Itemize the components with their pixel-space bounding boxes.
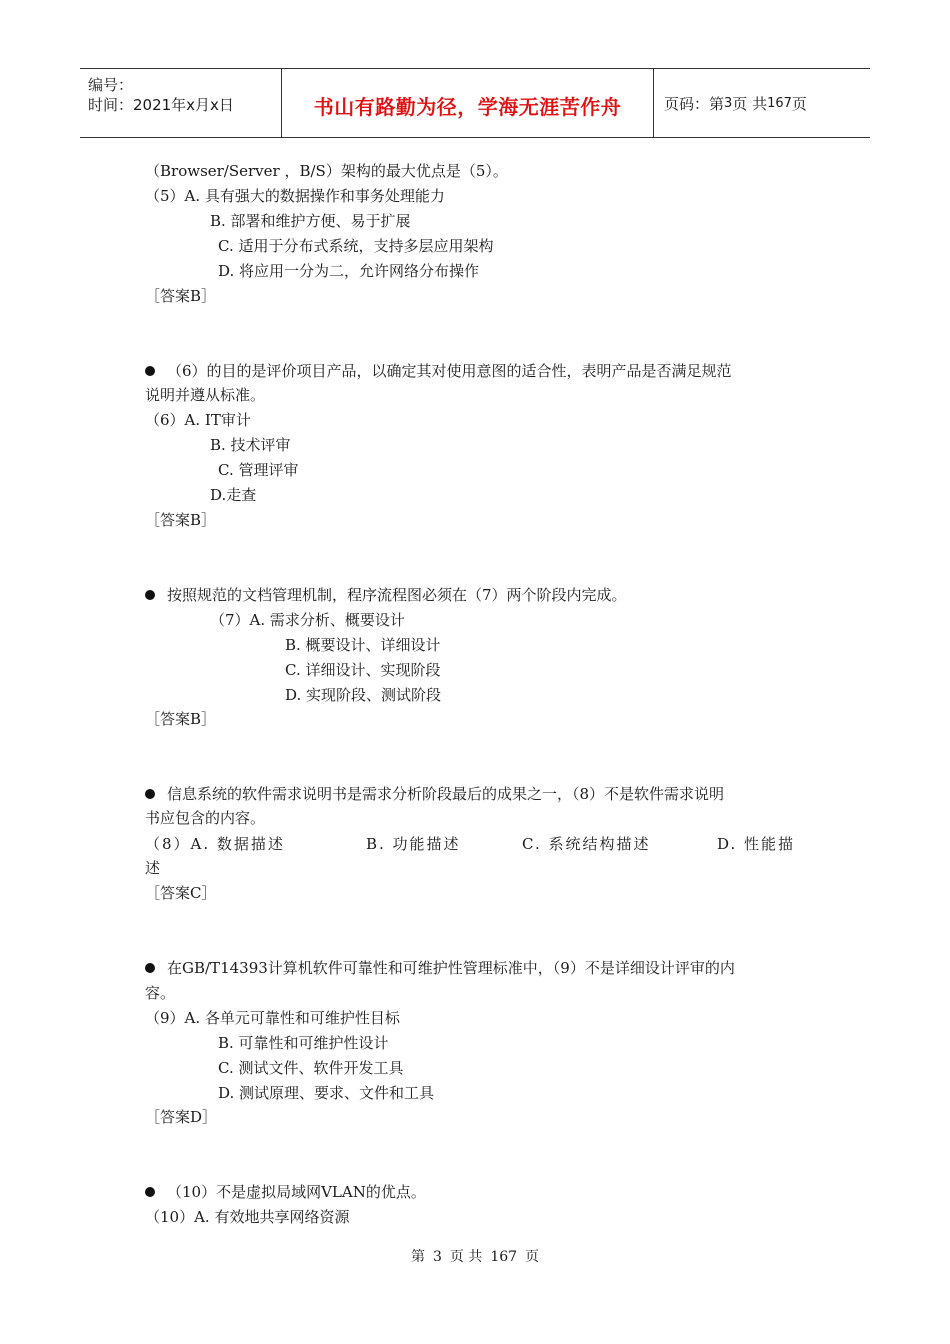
header-page-cell (654, 69, 870, 137)
header-page-prefix: 页码：第 (664, 94, 725, 113)
question-10-stem: （10）不是虚拟局域网VLAN的优点。 (145, 1182, 426, 1202)
footer-current: 3 (432, 1249, 442, 1265)
footer-suffix: 页 (525, 1249, 540, 1265)
header-number-label: 编号： (88, 76, 134, 94)
question-5-option-b: B. 部署和维护方便、易于扩展 (210, 212, 411, 230)
question-9-answer: ［答案D］ (145, 1108, 218, 1126)
question-6-option-a: （6）A. IT审计 (145, 411, 251, 429)
question-9-option-c: C. 测试文件、软件开发工具 (218, 1059, 404, 1077)
question-8-option-c: C. 系统结构描述 (522, 835, 651, 853)
header-page-current: 3 (724, 95, 733, 111)
footer-total: 167 (490, 1249, 518, 1265)
question-8-option-a: （8）A. 数据描述 (145, 835, 285, 853)
question-8-option-d: D. 性能描 (717, 835, 796, 853)
bullet-icon (145, 963, 155, 973)
question-6-stem-line1: （6）的目的是评价项目产品，以确定其对使用意图的适合性，表明产品是否满足规范 (145, 361, 732, 381)
question-6-option-d: D.走查 (210, 486, 257, 504)
header-page-mid: 页 共 (732, 94, 768, 113)
question-7-option-b: B. 概要设计、详细设计 (285, 636, 441, 654)
question-5-option-a: （5）A. 具有强大的数据操作和事务处理能力 (145, 187, 445, 205)
question-5-option-d: D. 将应用一分为二，允许网络分布操作 (218, 262, 480, 280)
question-9-option-b: B. 可靠性和可维护性设计 (218, 1034, 389, 1052)
question-9-stem-line1: 在GB/T14393计算机软件可靠性和可维护性管理标准中，（9）不是详细设计评审的内 (145, 958, 735, 978)
question-5-answer: ［答案B］ (145, 287, 217, 305)
question-8-option-d-wrap: 述 (145, 859, 161, 877)
footer-mid: 页 共 (449, 1249, 483, 1265)
bullet-icon (145, 1187, 155, 1197)
question-8-answer: ［答案C］ (145, 884, 217, 902)
question-6-stem-line2: 说明并遵从标准。 (145, 386, 266, 404)
question-10-option-a: （10）A. 有效地共享网络资源 (145, 1208, 350, 1226)
question-6-answer: ［答案B］ (145, 511, 217, 529)
question-9-option-a: （9）A. 各单元可靠性和可维护性目标 (145, 1009, 400, 1027)
question-7-answer: ［答案B］ (145, 710, 217, 728)
page-footer (0, 1246, 950, 1266)
question-7-option-c: C. 详细设计、实现阶段 (285, 661, 441, 679)
question-8-option-b: B. 功能描述 (366, 835, 461, 853)
header-time-label: 时间：2021年x月x日 (88, 96, 234, 114)
question-6-option-b: B. 技术评审 (210, 436, 291, 454)
question-9-stem-line2: 容。 (145, 984, 176, 1002)
header-page-suffix: 页 (791, 94, 807, 113)
question-7-option-a: （7）A. 需求分析、概要设计 (210, 611, 405, 629)
bullet-icon (145, 590, 155, 600)
bullet-icon (145, 789, 155, 799)
question-8-stem-line2: 书应包含的内容。 (145, 809, 266, 827)
question-7-stem: 按照规范的文档管理机制，程序流程图必须在（7）两个阶段内完成。 (145, 585, 627, 605)
question-5-option-c: C. 适用于分布式系统，支持多层应用架构 (218, 237, 494, 255)
question-5-stem: （Browser/Server ，B/S）架构的最大优点是（5）。 (145, 162, 508, 180)
question-9-option-d: D. 测试原理、要求、文件和工具 (218, 1084, 435, 1102)
footer-prefix: 第 (410, 1249, 425, 1265)
header-meta-cell (80, 69, 282, 137)
question-6-option-c: C. 管理评审 (218, 461, 299, 479)
question-8-stem-line1: 信息系统的软件需求说明书是需求分析阶段最后的成果之一，（8）不是软件需求说明 (145, 784, 724, 804)
header-motto: 书山有路勤为径，学海无涯苦作舟 (313, 94, 622, 119)
header-page-total: 167 (767, 95, 792, 111)
page-header (80, 68, 870, 138)
question-7-option-d: D. 实现阶段、测试阶段 (285, 686, 442, 704)
header-motto-cell (282, 69, 654, 137)
bullet-icon (145, 366, 155, 376)
